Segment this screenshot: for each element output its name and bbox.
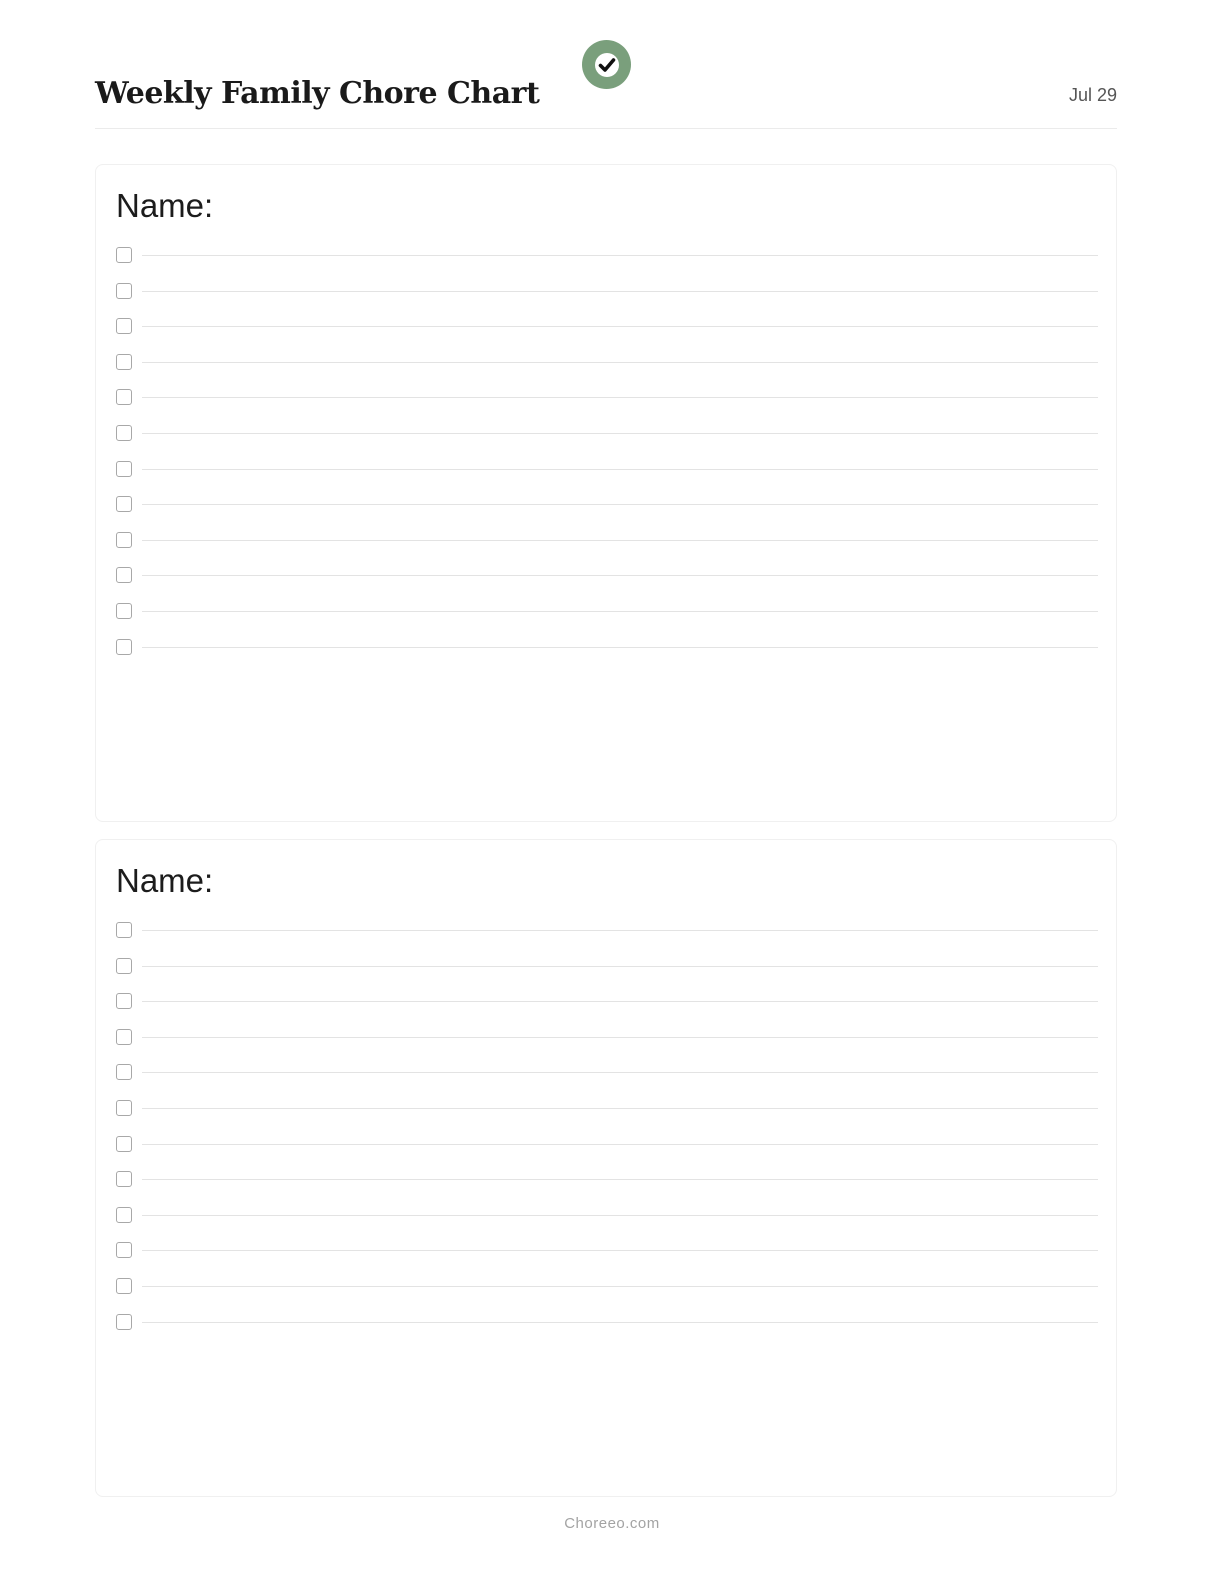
chore-writing-line (142, 1072, 1098, 1073)
chore-checkbox[interactable] (116, 283, 132, 299)
chore-row (116, 1314, 1098, 1350)
chore-row (116, 389, 1098, 425)
name-label: Name: (116, 862, 214, 899)
chore-checkbox[interactable] (116, 603, 132, 619)
chore-row (116, 247, 1098, 283)
chore-row (116, 1064, 1098, 1100)
chore-card-2 (95, 839, 1117, 1497)
chore-row (116, 993, 1098, 1029)
chore-checkbox[interactable] (116, 496, 132, 512)
chore-checkbox[interactable] (116, 1207, 132, 1223)
chore-writing-line (142, 1001, 1098, 1002)
chore-writing-line (142, 291, 1098, 292)
checkmark-logo-icon (582, 40, 631, 89)
chore-checkbox[interactable] (116, 1278, 132, 1294)
chore-card-1 (95, 164, 1117, 822)
chore-row (116, 639, 1098, 675)
chore-row (116, 318, 1098, 354)
page-title: Weekly Family Chore Chart (95, 76, 540, 111)
chore-row (116, 1207, 1098, 1243)
chore-writing-line (142, 575, 1098, 576)
chore-writing-line (142, 1037, 1098, 1038)
chore-checkbox[interactable] (116, 425, 132, 441)
chore-row (116, 461, 1098, 497)
chore-checkbox[interactable] (116, 532, 132, 548)
chore-writing-line (142, 1286, 1098, 1287)
chore-writing-line (142, 930, 1098, 931)
chore-writing-line (142, 504, 1098, 505)
chore-writing-line (142, 326, 1098, 327)
chore-checkbox[interactable] (116, 354, 132, 370)
chore-checkbox[interactable] (116, 1100, 132, 1116)
name-label: Name: (116, 187, 214, 224)
chore-writing-line (142, 1108, 1098, 1109)
chore-checkbox[interactable] (116, 993, 132, 1009)
chore-checkbox[interactable] (116, 1064, 132, 1080)
chore-row (116, 354, 1098, 390)
chore-list (116, 247, 1098, 674)
chore-checkbox[interactable] (116, 639, 132, 655)
chore-row (116, 1136, 1098, 1172)
chore-writing-line (142, 1144, 1098, 1145)
chore-checkbox[interactable] (116, 389, 132, 405)
chore-list (116, 922, 1098, 1349)
chore-writing-line (142, 469, 1098, 470)
chore-checkbox[interactable] (116, 247, 132, 263)
chore-row (116, 567, 1098, 603)
chore-checkbox[interactable] (116, 567, 132, 583)
chore-row (116, 1029, 1098, 1065)
chore-writing-line (142, 647, 1098, 648)
chore-writing-line (142, 397, 1098, 398)
page-header (95, 28, 1117, 129)
chore-row (116, 425, 1098, 461)
chore-row (116, 1171, 1098, 1207)
chore-writing-line (142, 433, 1098, 434)
chore-writing-line (142, 540, 1098, 541)
chore-checkbox[interactable] (116, 1136, 132, 1152)
chore-checkbox[interactable] (116, 1242, 132, 1258)
chart-date: Jul 29 (1068, 85, 1117, 105)
chore-writing-line (142, 1215, 1098, 1216)
chore-checkbox[interactable] (116, 1171, 132, 1187)
chore-writing-line (142, 966, 1098, 967)
chore-row (116, 496, 1098, 532)
chore-row (116, 1100, 1098, 1136)
chore-writing-line (142, 1179, 1098, 1180)
chore-row (116, 1242, 1098, 1278)
chore-checkbox[interactable] (116, 1029, 132, 1045)
chore-writing-line (142, 362, 1098, 363)
chore-row (116, 603, 1098, 639)
chore-writing-line (142, 1250, 1098, 1251)
chore-row (116, 532, 1098, 568)
chore-checkbox[interactable] (116, 1314, 132, 1330)
chore-writing-line (142, 1322, 1098, 1323)
chore-writing-line (142, 611, 1098, 612)
chore-checkbox[interactable] (116, 461, 132, 477)
chore-row (116, 1278, 1098, 1314)
footer-brand: Choreeo.com (564, 1515, 660, 1532)
chore-row (116, 922, 1098, 958)
chore-checkbox[interactable] (116, 318, 132, 334)
chore-writing-line (142, 255, 1098, 256)
chore-checkbox[interactable] (116, 958, 132, 974)
chore-row (116, 283, 1098, 319)
chore-checkbox[interactable] (116, 922, 132, 938)
chore-row (116, 958, 1098, 994)
